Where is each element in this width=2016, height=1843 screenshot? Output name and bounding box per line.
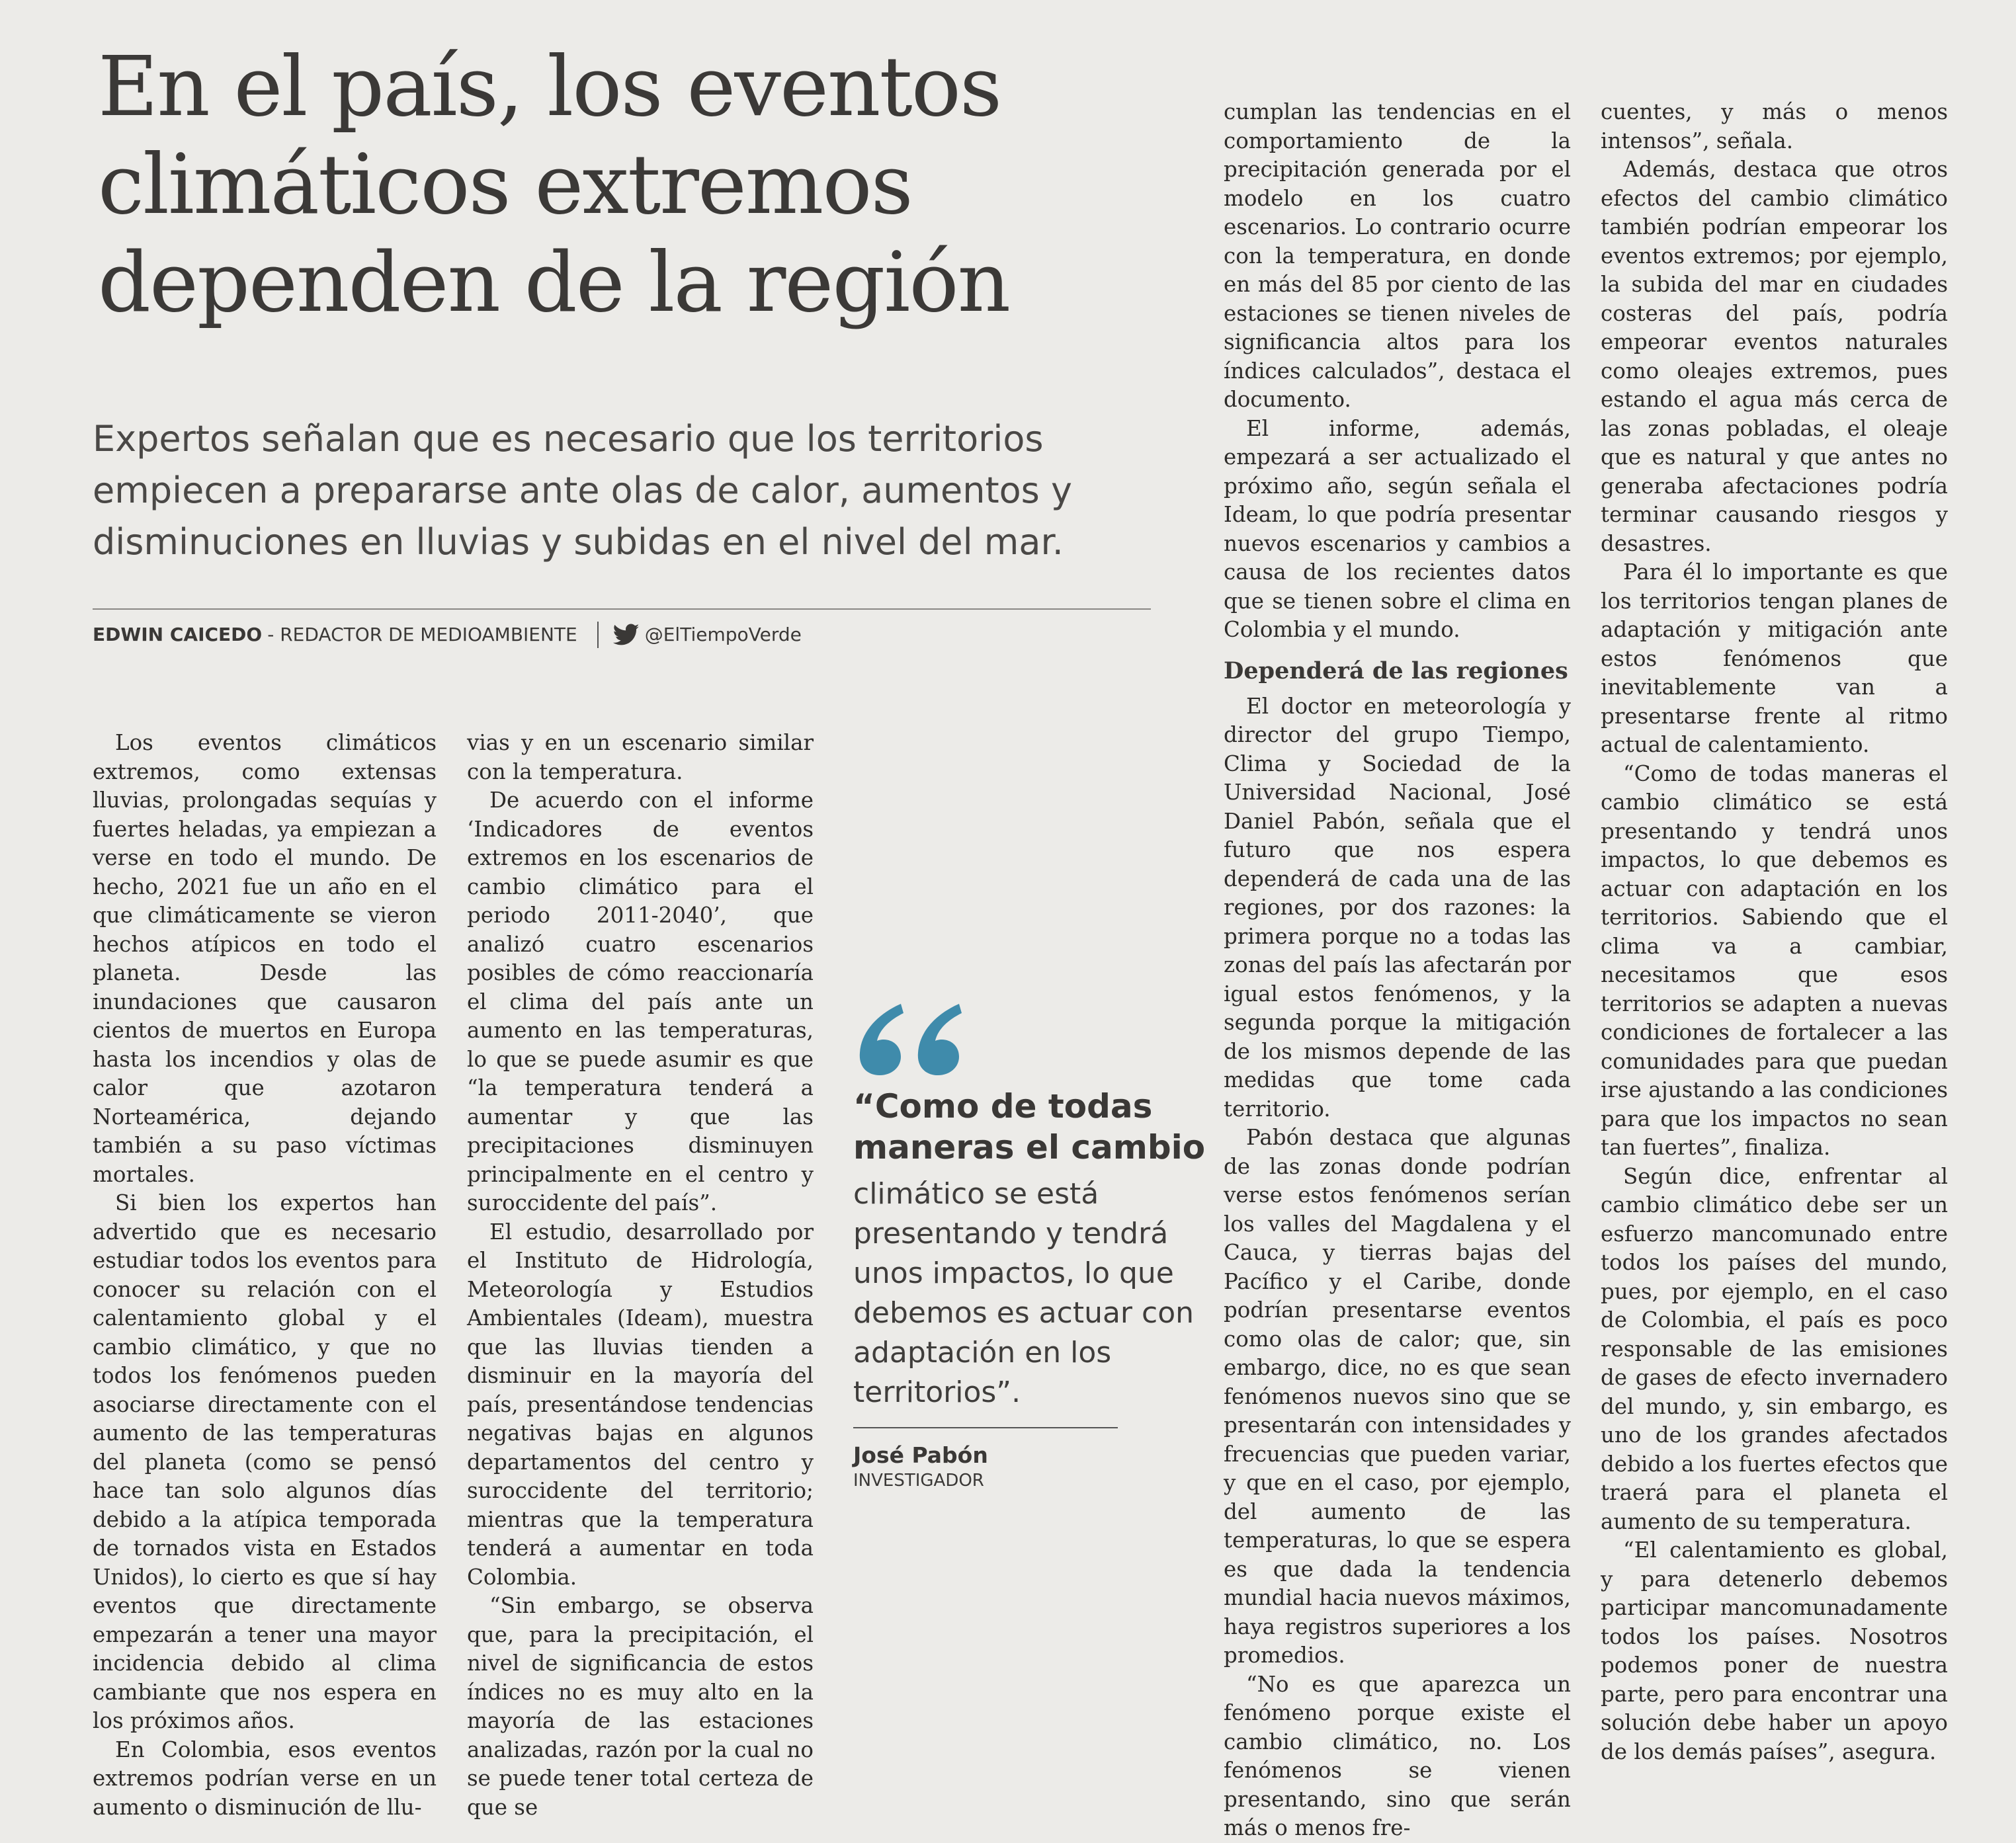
headline-line: climáticos extremos — [98, 137, 912, 233]
subheadline-line: Expertos señalan que es necesario que los territorios — [93, 418, 1044, 460]
headline — [98, 38, 1169, 332]
paragraph: Según dice, enfrentar al cambio climático debe ser un esfuerzo mancomunado entre todos los países del mundo, pues, por ejemplo, en el caso de Colombia, el país es poco responsable de las emisiones de gases de efecto invernadero del mundo, y, sin embargo, es uno de los grandes afectados debido a los fuertes efectos que traerá para el planeta el aumento de su temperatura. — [1601, 1163, 1948, 1534]
paragraph: El estudio, desarrollado por el Instituto de Hidrología, Meteorología y Estudios Ambientales (Ideam), muestra que las lluvias tienden a disminuir en la mayoría del país, presentándose tendencias negativas bajas en algunos departamentos del centro y suroccidente del territorio; mientras que la temperatura tenderá a aumentar en toda Colombia. — [467, 1219, 814, 1590]
headline-line: En el país, los eventos — [98, 39, 1001, 135]
paragraph: Además, destaca que otros efectos del cambio climático también podrían empeorar los eventos extremos; por ejemplo, la subida del mar en ciudades costeras del país, podría empeorar eventos naturales como oleajes extremos, pues estando el agua más cerca de las zonas pobladas, el oleaje que es natural y que antes no generaba afectaciones podría terminar causando riesgos y desastres. — [1601, 157, 1948, 556]
article-column-2 — [467, 729, 814, 1822]
quote-attribution-role: INVESTIGADOR — [853, 1471, 984, 1491]
paragraph: De acuerdo con el informe ‘Indicadores de eventos extremos en los escenarios de cambio climático para el periodo 2011-2040’, que analizó cuatro escenarios posibles de cómo reaccionaría el clima del país ante un aumento en las temperaturas, lo que se puede asumir es que “la temperatura tenderá a aumentar y que las precipitaciones disminuyen principalmente en el centro y suroccidente del país”. — [467, 788, 814, 1215]
byline-separator — [597, 622, 599, 648]
paragraph: Los eventos climáticos extremos, como extensas lluvias, prolongadas sequías y fuertes heladas, ya empiezan a verse en todo el mundo. De hecho, 2021 fue un año en el que climáticamente se vieron hechos atípicos en todo el planeta. Desde las inundaciones que causaron cientos de muertos en Europa hasta los incendios y olas de calor que azotaron Norteamérica, dejando también a su paso víctimas mortales. — [93, 730, 437, 1187]
article-column-3 — [1224, 98, 1571, 1843]
paragraph: Pabón destaca que algunas de las zonas donde podrían verse estos fenómenos serían los valles del Magdalena y el Cauca, y tierras bajas del Pacífico y el Caribe, donde podrían presentarse eventos como olas de calor; que, sin embargo, dice, no es que sean fenómenos nuevos sino que se presentarán con intensidades y frecuencias que pueden variar, y que en el caso, por ejemplo, del aumento de las temperaturas, lo que se espera es que dada la tendencia mundial hacia nuevos máximos, haya registros superiores a los promedios. — [1224, 1125, 1571, 1668]
paragraph: El informe, además, empezará a ser actualizado el próximo año, según señala el Ideam, lo que podría presentar nuevos escenarios y cambios a causa de los recientes datos que se tienen sobre el clima en Colombia y el mundo. — [1224, 415, 1571, 642]
twitter-bird-icon — [613, 624, 640, 646]
paragraph: Si bien los expertos han advertido que es necesario estudiar todos los eventos para conocer su relación con el calentamiento global y el cambio climático, y que no todos los fenómenos pueden asociarse directamente con el aumento de las temperaturas del planeta (como se pensó hace tan solo algunos días debido a la atípica temporada de tornados vista en Estados Unidos), lo cierto es que sí hay eventos que directamente empezarán a tener una mayor incidencia debido al clima cambiante que nos espera en los próximos años. — [93, 1190, 437, 1733]
author-name: EDWIN CAICEDO — [93, 624, 263, 645]
article-column-4 — [1601, 98, 1948, 1766]
quote-mark-icon — [853, 999, 966, 1078]
paragraph-continuation: cuentes, y más o menos intensos”, señala. — [1601, 99, 1948, 153]
pull-quote — [853, 999, 1210, 1492]
subheadline-line: empiecen a prepararse ante olas de calor, aumentos y — [93, 470, 1072, 511]
pull-quote-lead: “Como de todas maneras el cambio — [853, 1087, 1206, 1167]
subheadline-line: disminuciones en lluvias y subidas en el nivel del mar. — [93, 521, 1064, 563]
paragraph: En Colombia, esos eventos extremos podrían verse en un aumento o disminución de llu- — [93, 1737, 437, 1820]
paragraph-continuation: vias y en un escenario similar con la temperatura. — [467, 730, 814, 784]
twitter-handle: @ElTiempoVerde — [644, 624, 802, 645]
paragraph: Para él lo importante es que los territorios tengan planes de adaptación y mitigación ante estos fenómenos que inevitablemente van a presentarse frente al ritmo actual de calentamiento. — [1601, 559, 1948, 757]
paragraph-continuation: cumplan las tendencias en el comportamiento de la precipitación generada por el modelo en los cuatro escenarios. Lo contrario ocurre con la temperatura, en donde en más del 85 por ciento de las estaciones se tienen niveles de significancia altos para los índices calculados”, destaca el documento. — [1224, 99, 1571, 412]
paragraph: “Sin embargo, se observa que, para la precipitación, el nivel de significancia de estos índices no es muy alto en la mayoría de las estaciones analizadas, razón por la cual no se puede tener total certeza de que se — [467, 1593, 814, 1820]
paragraph: “El calentamiento es global, y para detenerlo debemos participar mancomunadamente todos los países. Nosotros podemos poner de nuestra parte, pero para encontrar una solución debe haber un apoyo de los demás países”, asegura. — [1601, 1537, 1948, 1764]
paragraph: “Como de todas maneras el cambio climático se está presentando y tendrá unos impactos, lo que debemos es actuar con adaptación en los territorios. Sabiendo que el clima va a cambiar, necesitamos que esos territorios se adapten a nuevas condiciones de fortalecer a las comunidades para que puedan irse ajustando a las condiciones para que los impactos no sean tan fuertes”, finaliza. — [1601, 760, 1948, 1160]
byline-divider — [93, 608, 1151, 610]
byline — [93, 618, 802, 651]
pull-quote-divider — [853, 1427, 1118, 1428]
paragraph: El doctor en meteorología y director del grupo Tiempo, Clima y Sociedad de la Universidad Nacional, José Daniel Pabón, señala que el futuro que nos espera dependerá de cada una de las regiones, por dos razones: la primera porque no a todas las zonas del país las afectarán por igual estos fenómenos, y la segunda porque la mitigación de los mismos depende de las medidas que tome cada territorio. — [1224, 693, 1571, 1122]
headline-line: dependen de la región — [98, 235, 1010, 331]
subheadline — [93, 413, 1177, 568]
quote-attribution-name: José Pabón — [853, 1442, 988, 1468]
section-heading: Dependerá de las regiones — [1224, 657, 1568, 684]
author-role: - REDACTOR DE MEDIOAMBIENTE — [267, 624, 577, 645]
article-column-1 — [93, 729, 437, 1822]
paragraph: “No es que aparezca un fenómeno porque existe el cambio climático, no. Los fenómenos se vienen presentando, sino que serán más o menos fre- — [1224, 1671, 1571, 1840]
pull-quote-body: climático se está presentando y tendrá unos impactos, lo que debemos es actuar con adaptación en los territorios”. — [853, 1177, 1195, 1409]
